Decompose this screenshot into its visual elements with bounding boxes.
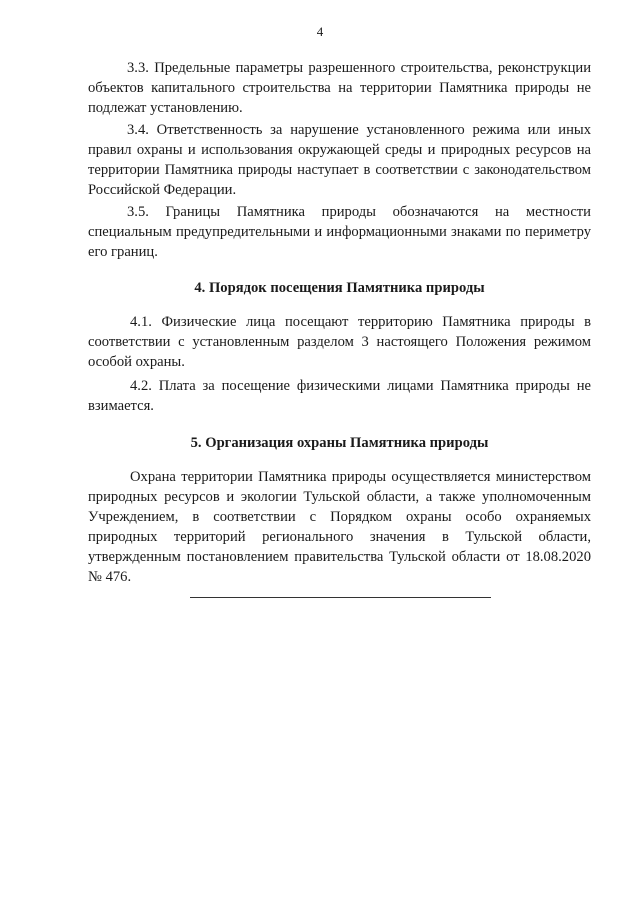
paragraph-4-2: 4.2. Плата за посещение физическими лицами Памятника природы не взимается. bbox=[88, 378, 591, 414]
section-5-heading: 5. Организация охраны Памятника природы bbox=[190, 435, 489, 451]
section-4-heading: 4. Порядок посещения Памятника природы bbox=[194, 280, 485, 296]
end-of-document-rule bbox=[190, 597, 491, 598]
document-body bbox=[88, 58, 591, 587]
paragraph-3-4: 3.4. Ответственность за нарушение установленного режима или иных правил охраны и использования окружающей среды и природных ресурсов на территории Памятника природы наступает в соответствии с законодательством Российской Федерации. bbox=[88, 122, 591, 198]
paragraph-3-5: 3.5. Границы Памятника природы обозначаются на местности специальным предупредительными и информационными знаками по периметру его границ. bbox=[88, 204, 591, 260]
page-number: 4 bbox=[316, 24, 324, 39]
paragraph-3-3: 3.3. Предельные параметры разрешенного строительства, реконструкции объектов капитального строительства на территории Памятника природы не подлежат установлению. bbox=[88, 60, 591, 116]
paragraph-4-1: 4.1. Физические лица посещают территорию Памятника природы в соответствии с установленным разделом 3 настоящего Положения режимом особой охраны. bbox=[88, 314, 591, 370]
paragraph-5-1: Охрана территории Памятника природы осуществляется министерством природных ресурсов и экологии Тульской области, а также уполномоченным Учреждением, в соответствии с Порядком охраны особо охраняемых природных территорий регионального значения в Тульской области, утвержденным постановлением правительства Тульской области от 18.08.2020 № 476. bbox=[88, 469, 591, 585]
